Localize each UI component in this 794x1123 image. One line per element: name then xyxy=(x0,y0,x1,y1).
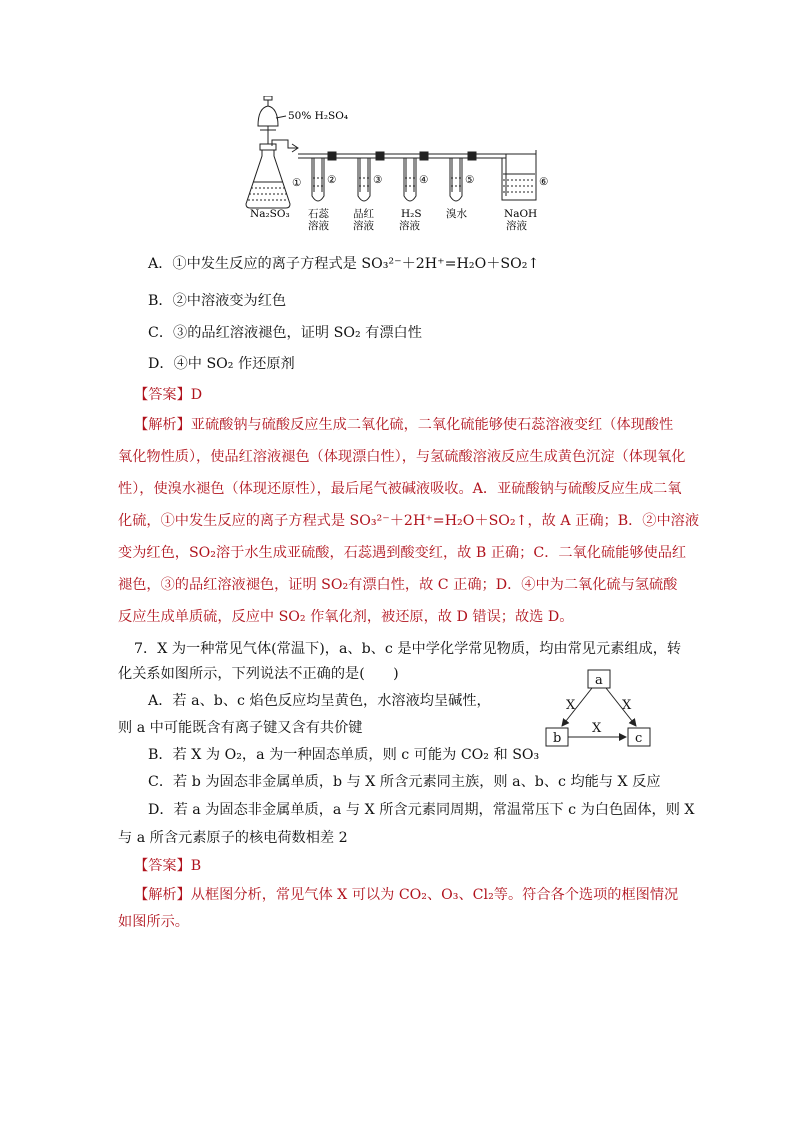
q7-option-c: C．若 b 为固态非金属单质，b 与 X 所含元素同主族，则 a、b、c 均能与 X 反应 xyxy=(148,774,661,790)
tube2-label-2: 溶液 xyxy=(308,220,329,232)
apparatus-diagram xyxy=(236,96,566,236)
q6-analysis-line-5: 变为红色，SO₂溶于水生成亚硫酸，石蕊遇到酸变红，故 B 正确；C．二氧化硫能够使品红 xyxy=(118,545,687,561)
num-6: ⑥ xyxy=(539,176,549,188)
beaker-6 xyxy=(502,150,536,200)
conversion-diagram xyxy=(540,668,660,750)
q6-analysis-line-6: 褪色，③的品红溶液褪色，证明 SO₂有漂白性，故 C 正确；D．④中为二氧化硫与氢硫酸 xyxy=(118,577,678,593)
conical-flask xyxy=(246,144,290,208)
q6-answer: 【答案】D xyxy=(134,387,203,403)
q6-analysis-line-7: 反应生成单质硫，反应中 SO₂ 作氧化剂，被还原，故 D 错误；故选 D。 xyxy=(118,609,574,625)
tube3-label-2: 溶液 xyxy=(353,220,374,232)
tube4-label-1: H₂S xyxy=(401,208,422,220)
funnel-bulb xyxy=(258,106,278,126)
q7-analysis-line-1: 【解析】从框图分析，常见气体 X 可以为 CO₂、O₃、Cl₂等。符合各个选项的框图情况 xyxy=(134,887,679,903)
node-b: b xyxy=(553,731,562,746)
x-label-bottom: X xyxy=(592,721,602,736)
q7-stem-line-1: 7．X 为一种常见气体(常温下)，a、b、c 是中学化学常见物质，均由常见元素组成，转 xyxy=(134,641,682,657)
test-tube-4 xyxy=(404,158,416,201)
q6-option-c: C．③的品红溶液褪色，证明 SO₂ 有漂白性 xyxy=(148,325,422,341)
num-4: ④ xyxy=(419,174,429,186)
tube2-label-1: 石蕊 xyxy=(308,208,329,220)
q6-analysis-line-4: 化硫，①中发生反应的离子方程式是 SO₃²⁻＋2H⁺=H₂O＋SO₂↑，故 A 正确；B．②中溶液 xyxy=(118,513,700,529)
x-label-right: X xyxy=(622,698,632,713)
q7-option-b: B．若 X 为 O₂，a 为一种固态单质，则 c 可能为 CO₂ 和 SO₃ xyxy=(148,747,540,763)
q6-option-a: A．①中发生反应的离子方程式是 SO₃²⁻＋2H⁺=H₂O＋SO₂↑ xyxy=(148,256,540,272)
num-2: ② xyxy=(327,174,337,186)
x-label-left: X xyxy=(566,698,576,713)
q7-option-d-line-2: 与 a 所含元素原子的核电荷数相差 2 xyxy=(118,830,348,846)
num-3: ③ xyxy=(373,174,383,186)
q6-option-d: D．④中 SO₂ 作还原剂 xyxy=(148,356,295,372)
q7-option-a-line-2: 则 a 中可能既含有离子键又含有共价键 xyxy=(118,720,363,736)
q7-answer: 【答案】B xyxy=(134,858,202,874)
acid-label: 50% H₂SO₄ xyxy=(288,110,349,122)
num-1: ① xyxy=(292,177,302,189)
q7-analysis-line-2: 如图所示。 xyxy=(118,914,189,930)
q7-option-d-line-1: D．若 a 为固态非金属单质，a 与 X 所含元素同周期，常温常压下 c 为白色固体，则 X xyxy=(148,802,695,818)
tube4-label-2: 溶液 xyxy=(399,220,420,232)
num-5: ⑤ xyxy=(465,174,475,186)
beaker-label-2: 溶液 xyxy=(506,220,527,232)
test-tube-2 xyxy=(312,158,324,201)
node-c: c xyxy=(635,731,643,746)
tube5-label-1: 溴水 xyxy=(446,208,467,220)
q6-analysis-line-1: 【解析】亚硫酸钠与硫酸反应生成二氧化硫，二氧化硫能够使石蕊溶液变红（体现酸性 xyxy=(134,417,674,433)
q6-analysis-line-3: 性），使溴水褪色（体现还原性），最后尾气被碱液吸收。A．亚硫酸钠与硫酸反应生成二氧 xyxy=(118,481,682,497)
test-tube-5 xyxy=(450,158,462,201)
node-a: a xyxy=(595,673,603,688)
test-tube-3 xyxy=(358,158,370,201)
beaker-label-1: NaOH xyxy=(504,208,538,220)
tube3-label-1: 品红 xyxy=(353,208,374,220)
flask-label: Na₂SO₃ xyxy=(250,208,290,220)
q6-option-b: B．②中溶液变为红色 xyxy=(148,293,287,309)
q7-option-a-line-1: A．若 a、b、c 焰色反应均呈黄色，水溶液均呈碱性， xyxy=(148,693,491,709)
arrow-a-to-c xyxy=(606,688,636,726)
q6-analysis-line-2: 氧化物性质），使品红溶液褪色（体现漂白性），与氢硫酸溶液反应生成黄色沉淀（体现氧化 xyxy=(118,449,686,465)
q7-stem-line-2: 化关系如图所示，下列说法不正确的是( ) xyxy=(118,666,399,682)
